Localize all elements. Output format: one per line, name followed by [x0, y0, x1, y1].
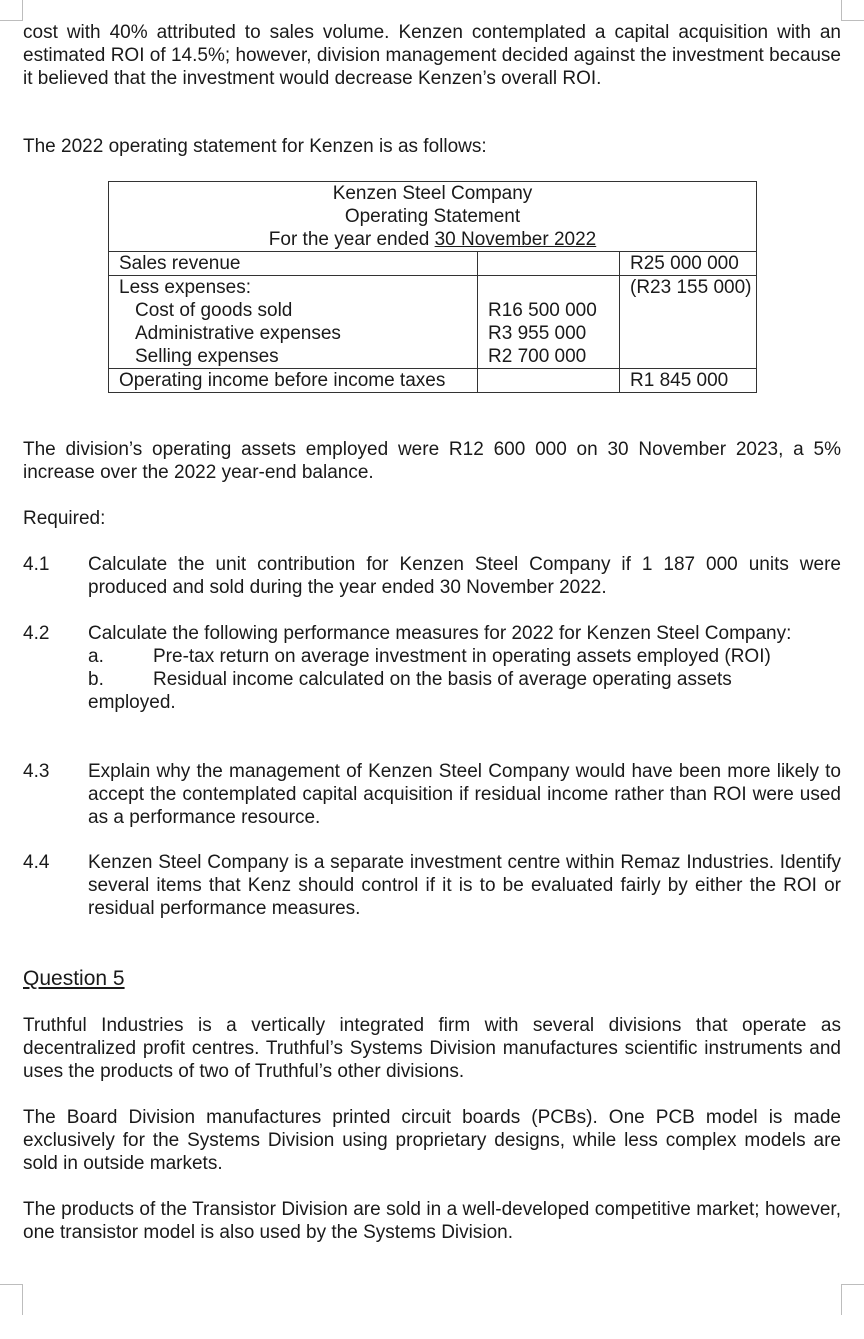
requirement-number: 4.2: [23, 623, 50, 644]
expense-value: R2 700 000: [488, 346, 587, 367]
question-5-heading: Question 5: [23, 967, 125, 990]
requirement-text: Explain why the management of Kenzen Steel Company would have been more likely to accept the contemplated capital acquisition if residual income rather than ROI were used as a performance resource.: [88, 761, 841, 828]
requirement-tail: employed.: [88, 692, 176, 713]
assets-paragraph: The division’s operating assets employed were R12 600 000 on 30 November 2023, a 5% increase over the 2022 year-end balance.: [23, 439, 841, 483]
expense-value: R3 955 000: [488, 323, 587, 344]
statement-header: [109, 182, 757, 252]
less-expenses-label: Less expenses:: [119, 277, 252, 298]
expense-value: R16 500 000: [488, 300, 597, 321]
requirement-4-4: [23, 851, 841, 920]
operating-income-empty: [478, 369, 620, 393]
requirement-number: 4.4: [23, 852, 50, 873]
intro-paragraph: cost with 40% attributed to sales volume. Kenzen contemplated a capital acquisition with an estimated ROI of 14.5%; however, division management decided against the investment because it believed that the investment would decrease Kenzen’s overall ROI.: [23, 22, 841, 89]
crop-mark-top-left: [0, 0, 23, 21]
requirement-4-3: [23, 760, 841, 829]
crop-mark-top-right: [841, 0, 864, 21]
requirement-subitem: [88, 668, 841, 691]
statement-company: Kenzen Steel Company: [332, 183, 533, 204]
required-heading: Required:: [23, 508, 106, 529]
subitem-text: Residual income calculated on the basis of average operating assets: [153, 669, 732, 690]
requirement-4-1: [23, 553, 841, 599]
statement-header-row: [109, 182, 757, 252]
expense-label: Cost of goods sold: [135, 300, 293, 321]
expenses-labels: [109, 276, 478, 369]
requirement-text: Kenzen Steel Company is a separate investment centre within Remaz Industries. Identify several items that Kenz should control if it is to be evaluated fairly by either the ROI or residual performance measures.: [88, 852, 841, 919]
sales-value: R25 000 000: [620, 252, 757, 276]
statement-title: Operating Statement: [344, 206, 521, 227]
question-5-paragraph-2: The Board Division manufactures printed circuit boards (PCBs). One PCB model is made exclusively for the Systems Division using proprietary designs, while less complex models are sold in outside markets.: [23, 1107, 841, 1174]
requirement-subitem: [88, 645, 841, 668]
crop-mark-bottom-right: [841, 1284, 864, 1315]
operating-income-label: Operating income before income taxes: [109, 369, 478, 393]
requirement-text: Calculate the following performance measures for 2022 for Kenzen Steel Company:: [88, 623, 792, 644]
subitem-label: a.: [88, 646, 104, 667]
statement-row-expenses: [109, 276, 757, 369]
less-expenses-value: (R23 155 000): [620, 276, 757, 369]
requirement-4-2: [23, 622, 841, 714]
period-date: 30 November 2022: [434, 229, 597, 250]
statement-row-sales: [109, 252, 757, 276]
expense-label: Administrative expenses: [135, 323, 341, 344]
operating-statement-table: [108, 181, 757, 393]
subitem-text: Pre-tax return on average investment in operating assets employed (ROI): [153, 646, 771, 667]
requirement-number: 4.1: [23, 554, 50, 575]
question-5-paragraph-1: Truthful Industries is a vertically integrated firm with several divisions that operate as decentralized profit centres. Truthful’s Systems Division manufactures scientific instruments and uses the products of two of Truthful’s other divisions.: [23, 1015, 841, 1082]
question-5-paragraph-3: The products of the Transistor Division are sold in a well-developed competitive market; however, one transistor model is also used by the Systems Division.: [23, 1199, 841, 1243]
period-prefix: For the year ended: [268, 229, 435, 250]
expense-label: Selling expenses: [135, 346, 279, 367]
crop-mark-bottom-left: [0, 1284, 23, 1315]
subitem-label: b.: [88, 669, 104, 690]
sales-label: Sales revenue: [109, 252, 478, 276]
requirement-number: 4.3: [23, 761, 50, 782]
statement-row-operating-income: [109, 369, 757, 393]
statement-intro: The 2022 operating statement for Kenzen is as follows:: [23, 136, 487, 157]
statement-period: [109, 228, 756, 251]
operating-income-value: R1 845 000: [620, 369, 757, 393]
requirement-text: Calculate the unit contribution for Kenzen Steel Company if 1 187 000 units were produced and sold during the year ended 30 November 2022.: [88, 554, 841, 598]
expenses-values: [478, 276, 620, 369]
sales-empty: [478, 252, 620, 276]
